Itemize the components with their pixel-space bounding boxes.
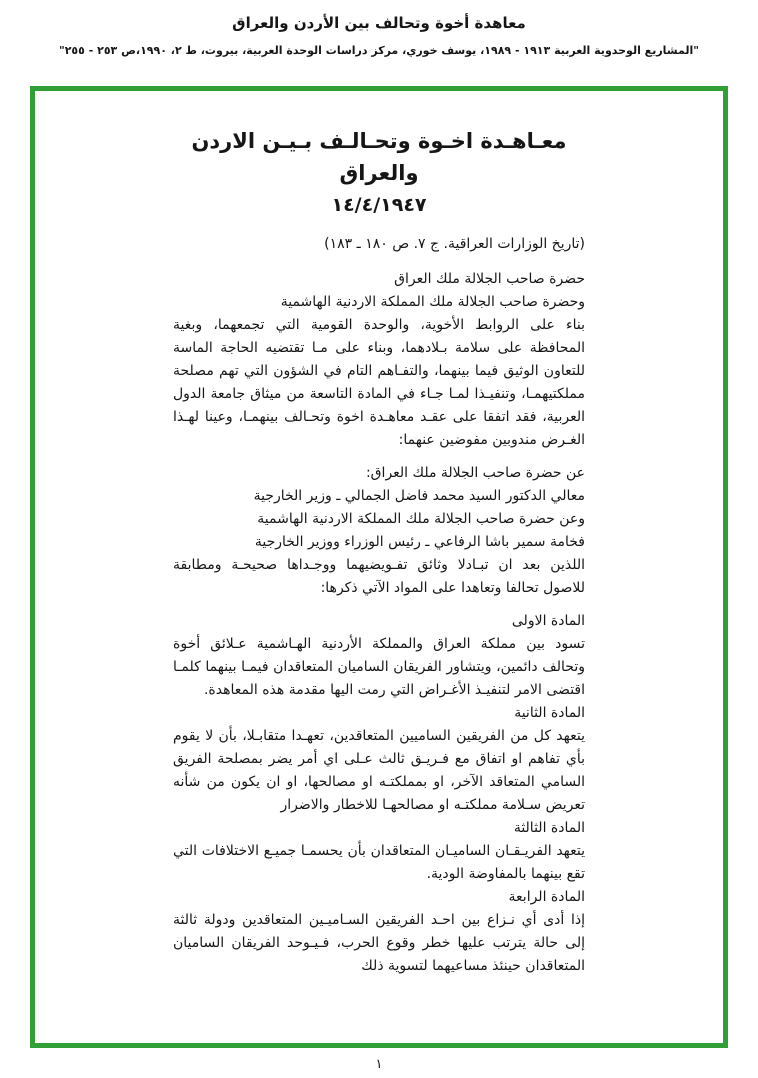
treaty-line: وعن حضرة صاحب الجلالة ملك المملكة الاردنية الهاشمية [257,511,585,527]
treaty-title-line-2: والعراق [339,161,419,185]
treaty-paragraph: يتعهد الفريـقـان الساميـان المتعاقدان بأن يحسمـا جميـع الاختلافات التي تقع بينهما بالمفاوضة الودية. [173,843,585,882]
header-citation: "المشاريع الوحدوية العربية ١٩١٣ - ١٩٨٩، يوسف خوري، مركز دراسات الوحدة العربية، بيروت، ط ٢، ١٩٩٠،ص ٢٥٣ - ٢٥٥" [58,44,699,57]
treaty-paragraph: يتعهد كل من الفريقين الساميين المتعاقدين، تعهـدا متقابـلا، بأن لا يقوم بأي تفاهم او اتفاق مع فـريـق ثالث عـلى اي أمر يضر بمصلحة الفريق السامي المتعاقد الآخر، او بمملكتـه او مصالحها، او ان يكون من شأنه تعريض سـلامة مملكتـه او مصالحهـا للاخطار والاضرار [173,728,585,813]
treaty-line: وحضرة صاحب الجلالة ملك المملكة الاردنية الهاشمية [280,294,585,310]
article-heading-1: المادة الاولى [511,613,585,629]
treaty-content [173,125,585,978]
treaty-paragraph: بناء على الروابط الأخوية، والوحدة القومية التي تجمعهما، وبغية المحافظة على سلامة بـلادهما، وبناء على مـا تقتضيه الحاجة الماسة للتعاون الوثيق فيما بينهما، والتفـاهم التام في الشؤون التي تهم مصلحة مملكتيهمـا، وتنفيـذا لمـا جـاء في المادة التاسعة من ميثاق جامعة الدول العربية، فقد اتفقا على عقـد معاهـدة اخوة وتحـالف بينهمـا، وعينا لهـذا الغـرض مندوبين مفوضين عنهما: [173,317,585,448]
page-number: ١ [375,1057,383,1072]
treaty-paragraph: اللذين بعد ان تبـادلا وثائق تفـويضيهما ووجـداها صحيحـة ومطابقة للاصول تحالفا وتعاهدا على المواد الآتي ذكرها: [173,557,585,596]
header-title: معاهدة أخوة وتحالف بين الأردن والعراق [232,14,526,32]
treaty-date: ١٤/٤/١٩٤٧ [331,194,427,216]
article-heading-2: المادة الثانية [514,705,585,721]
treaty-paragraph: تسود بين مملكة العراق والمملكة الأردنية الهـاشمية عـلائق أخوة وتحالف دائمين، ويتشاور الفريقان الساميان المتعاقدان فيمـا بينهما كلمـا اقتضى الامر لتنفيـذ الأغـراض التي رمت اليها مقدمة هذه المعاهدة. [173,636,585,698]
treaty-line: عن حضرة صاحب الجلالة ملك العراق: [365,465,585,481]
treaty-line: فخامة سمير باشا الرفاعي ـ رئيس الوزراء ووزير الخارجية [254,534,585,550]
treaty-frame [30,86,728,1048]
treaty-title-line-1: معـاهـدة اخـوة وتحـالـف بـيـن الاردن [191,129,567,153]
page-header [0,0,758,57]
treaty-paragraph: إذا أدى أي نـزاع بين احـد الفريقين السـاميـين المتعاقدين ودولة ثالثة إلى حالة يترتب عليها خطر وقوع الحرب، فـيـوحد الفريقان الساميان المتعاقدان حينئذ مساعيهما لتسوية ذلك [173,912,585,974]
article-heading-3: المادة الثالثة [513,820,585,836]
treaty-line: حضرة صاحب الجلالة ملك العراق [394,271,585,287]
article-heading-4: المادة الرابعة [508,889,585,905]
treaty-title [173,125,585,221]
source-reference: (تاريخ الوزارات العراقية. ج ٧. ص ١٨٠ ـ ١٨٣) [324,236,585,252]
treaty-line: معالي الدكتور السيد محمد فاضل الجمالي ـ وزير الخارجية [253,488,585,504]
